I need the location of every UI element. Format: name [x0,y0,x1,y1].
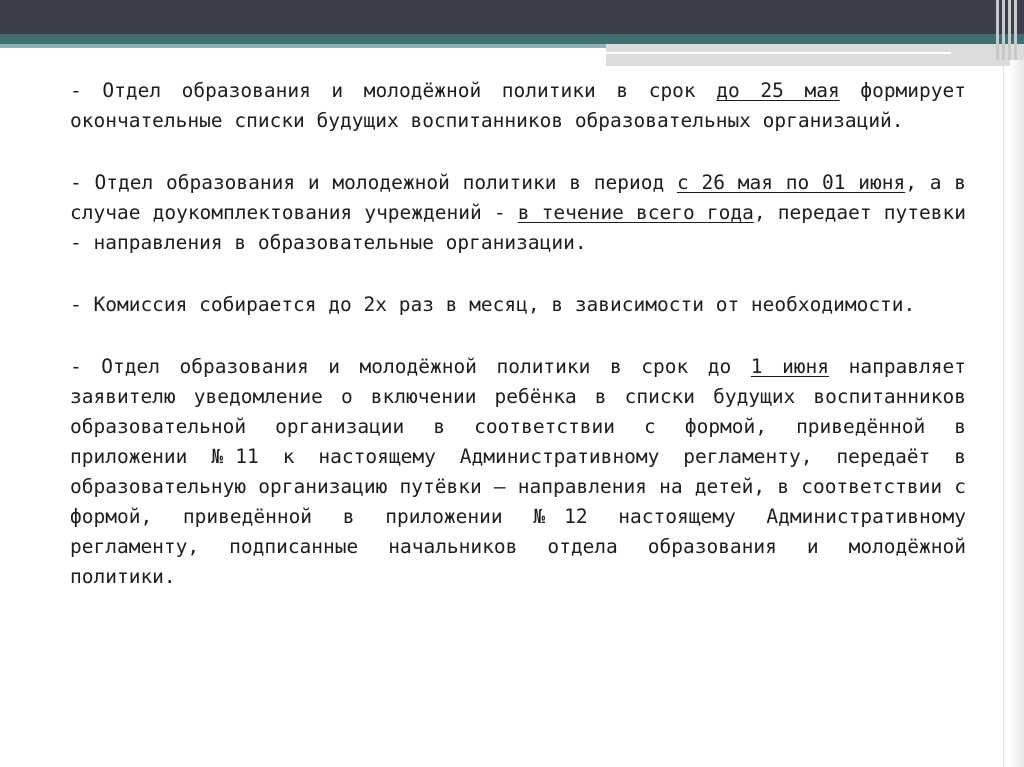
paragraph [70,352,966,592]
underlined-date: с 26 мая по 01 июня [677,171,906,194]
underlined-date: 1 июня [750,355,830,378]
paragraph [70,76,966,136]
text-run: - Отдел образования и молодёжной политики в срок до [70,355,751,378]
text-run: , а в случае доукомплектования учреждений - [70,171,966,224]
header-accent-line [0,44,610,48]
underlined-period: в течение всего года [517,201,754,224]
text-run: - Отдел образования и молодежной политики в период [70,171,677,194]
underlined-date: до 25 мая [716,79,840,102]
header-white-line [606,52,951,54]
text-run: формирует окончательные списки будущих воспитанников образовательных организаций. [70,79,966,132]
page-edge [1003,60,1004,767]
header-accent-band [0,34,1024,44]
text-run: направляет заявителю уведомление о включении ребёнка в списки будущих воспитанников образовательной организации в соответствии с формой, приведённой в приложении №11 к настоящему Административному регламенту, передаёт в образовательную организацию путёвки – направления на детей, в соответствии с формой, приведённой в приложении №12 настоящему Административному регламенту, подписанные начальников отдела образования и молодёжной политики. [70,355,966,588]
slide-body [70,76,966,592]
text-run: - Комиссия собирается до 2х раз в месяц, в зависимости от необходимости. [70,293,916,316]
header-grey-tab [606,44,1024,66]
paragraph [70,168,966,258]
paragraph [70,290,966,320]
text-run: , передает путевки - направления в образовательные организации. [70,201,966,254]
text-run: - Отдел образования и молодёжной политики в срок [70,79,717,102]
page-shadow [1010,60,1024,767]
header-band [0,0,1024,34]
